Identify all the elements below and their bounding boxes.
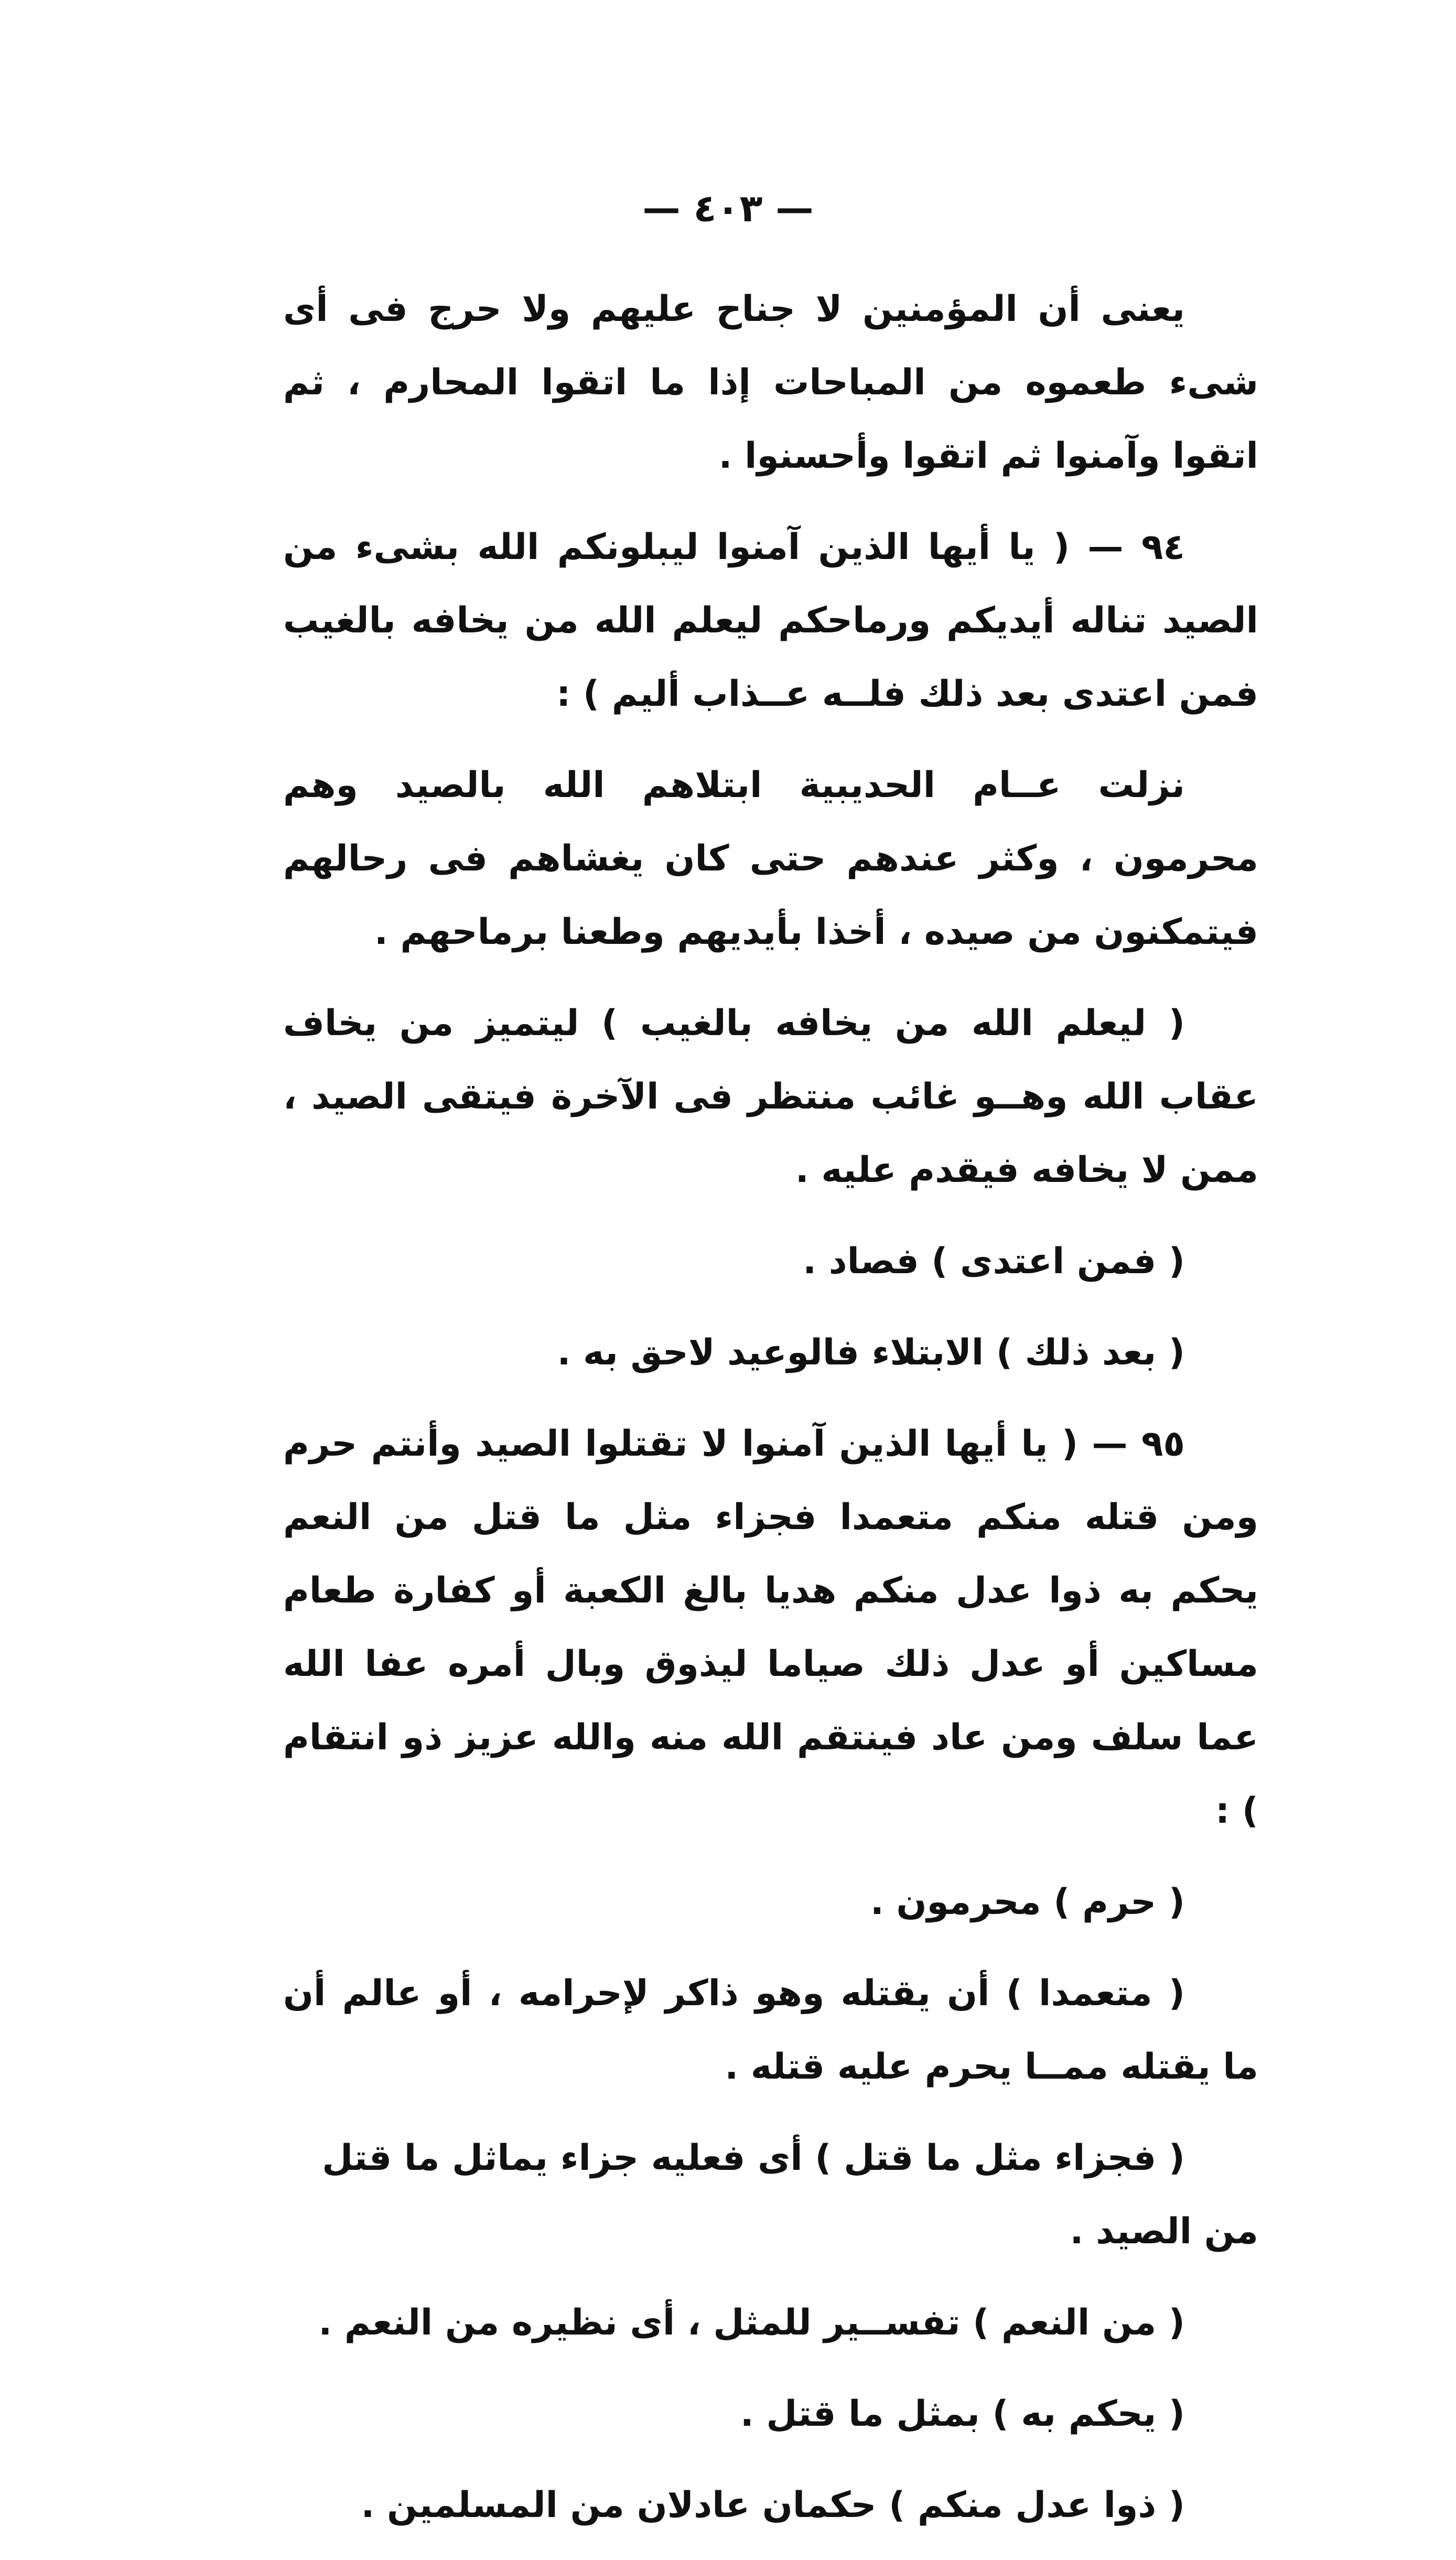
page-number: — ٤٠٣ — (642, 186, 814, 230)
gloss-intentionally: ( متعمدا ) أن يقتله وهو ذاكر لإحرامه ، أو عالم أن ما يقتله ممــا يحرم عليه قتله . (283, 1973, 1258, 2088)
verse-94: ٩٤ — ( يا أيها الذين آمنوا ليبلونكم الله بشىء من الصيد تناله أيديكم ورماحكم ليعلم الله من يخافه بالغيب فمن اعتدى بعد ذلك فلــه عــذاب أليم ) : (283, 526, 1258, 715)
gloss-hurum: ( حرم ) محرمون . (870, 1881, 1185, 1923)
gloss-fear-unseen: ( ليعلم الله من يخافه بالغيب ) ليتميز من يخاف عقاب الله وهــو غائب منتظر فى الآخرة فيتقى الصيد ، ممن لا يخافه فيقدم عليه . (283, 1003, 1258, 1191)
verse-95: ٩٥ — ( يا أيها الذين آمنوا لا تقتلوا الصيد وأنتم حرم ومن قتله منكم متعمدا فجزاء مثل ما قتل من النعم يحكم به ذوا عدل منكم هديا بالغ الكعبة أو كفارة طعام مساكين أو عدل ذلك صياما ليذوق وبال أمره عفا الله عما سلف ومن عاد فينتقم الله منه والله عزيز ذو انتقام ) : (283, 1423, 1258, 1832)
gloss-transgress: ( فمن اعتدى ) فصاد . (803, 1241, 1185, 1282)
gloss-livestock: ( من النعم ) تفســير للمثل ، أى نظيره من النعم . (318, 2302, 1185, 2343)
gloss-compensation: ( فجزاء مثل ما قتل ) أى فعليه جزاء يماثل ما قتل من الصيد . (322, 2137, 1258, 2252)
gloss-judge-by: ( يحكم به ) بمثل ما قتل . (740, 2393, 1185, 2435)
gloss-after-that: ( بعد ذلك ) الابتلاء فالوعيد لاحق به . (557, 1332, 1185, 1373)
page-body (283, 273, 1258, 2560)
paragraph-intro: يعنى أن المؤمنين لا جناح عليهم ولا حرج فى أى شىء طعموه من المباحات إذا ما اتقوا المحارم ، ثم اتقوا وآمنوا ثم اتقوا وأحسنوا . (283, 288, 1258, 477)
paragraph-revelation: نزلت عــام الحديبية ابتلاهم الله بالصيد وهم محرمون ، وكثر عندهم حتى كان يغشاهم فى رحالهم فيتمكنون من صيده ، أخذا بأيديهم وطعنا برماحهم . (283, 765, 1258, 953)
gloss-two-just-men: ( ذوا عدل منكم ) حكمان عادلان من المسلمين . (361, 2484, 1185, 2526)
